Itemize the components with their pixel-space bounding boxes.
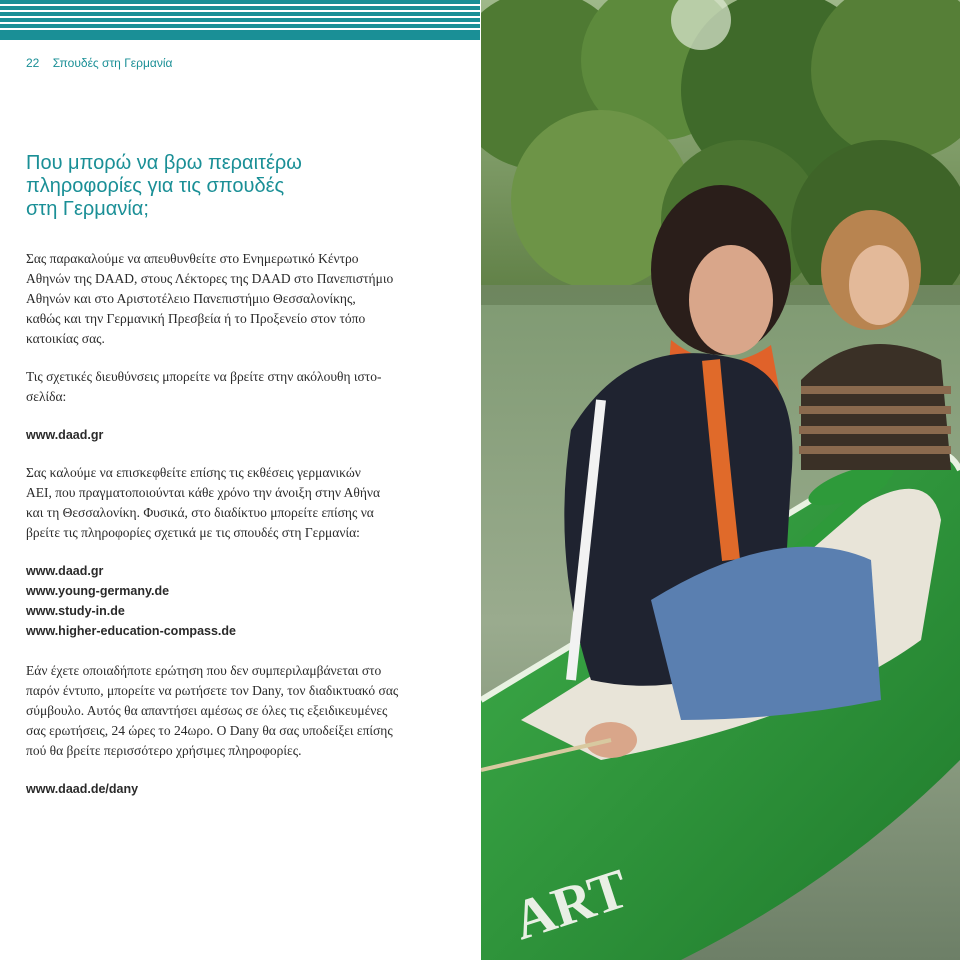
title-line: στη Γερμανία;	[26, 198, 149, 220]
text-line: σας ερωτήσεις, 24 ώρες το 24ωρο. O Dany θα σας υποδείξει επίσης	[26, 723, 393, 738]
text-line: Τις σχετικές διευθύνσεις μπορείτε να βρείτε στην ακόλουθη ιστο-	[26, 369, 382, 384]
text-line: σύμβουλο. Αυτός θα απαντήσει αμέσως σε όλες τις εξειδικευμένες	[26, 703, 388, 718]
text-line: σελίδα:	[26, 389, 67, 404]
link-item[interactable]: www.daad.gr	[26, 564, 104, 578]
link-daad[interactable]: www.daad.gr	[26, 428, 104, 442]
canoe-lettering: ART	[505, 857, 636, 953]
title-line: πληροφορίες για τις σπουδές	[26, 175, 285, 197]
running-header	[26, 56, 172, 70]
canoe-photo-illustration	[481, 0, 960, 960]
header-stripes	[0, 0, 480, 40]
link-item[interactable]: www.study-in.de	[26, 604, 125, 618]
page-number: 22	[26, 56, 40, 70]
text-line: παρόν έντυπο, μπορείτε να ρωτήσετε τον Dany, τον διαδικτυακό σας	[26, 683, 399, 698]
link-item[interactable]: www.young-germany.de	[26, 584, 170, 598]
running-title: Σπουδές στη Γερμανία	[52, 56, 173, 70]
text-line: Σας παρακαλούμε να απευθυνθείτε στο Ενημερωτικό Κέντρο	[26, 251, 359, 266]
text-line: Αθηνών και στο Αριστοτέλειο Πανεπιστήμιο Θεσσαλονίκης,	[26, 291, 356, 306]
text-line: Εάν έχετε οποιαδήποτε ερώτηση που δεν συμπεριλαμβάνεται στο	[26, 663, 382, 678]
paragraph-addresses	[26, 367, 426, 407]
text-line: ΑΕΙ, που πραγματοποιούνται κάθε χρόνο την άνοιξη στην Αθήνα	[26, 485, 381, 500]
page-title	[26, 152, 426, 221]
paragraph-contacts	[26, 249, 426, 349]
text-line: Αθηνών της DAAD, στους Λέκτορες της DAAD στο Πανεπιστήμιο	[26, 271, 394, 286]
text-line: βρείτε τις πληροφορίες σχετικά με τις σπουδές στη Γερμανία:	[26, 525, 360, 540]
paragraph-dany	[26, 661, 426, 761]
text-line: κατοικίας σας.	[26, 331, 105, 346]
link-dany[interactable]: www.daad.de/dany	[26, 782, 139, 796]
text-line: καθώς και την Γερμανική Πρεσβεία ή το Προξενείο στον τόπο	[26, 311, 366, 326]
article-body	[26, 152, 426, 799]
paragraph-fairs	[26, 463, 426, 543]
link-list	[26, 561, 426, 641]
text-line: Σας καλούμε να επισκεφθείτε επίσης τις εκθέσεις γερμανικών	[26, 465, 361, 480]
link-item[interactable]: www.higher-education-compass.de	[26, 624, 236, 638]
canoe-photo	[481, 0, 960, 960]
text-line: πού θα βρείτε περισσότερο χρήσιμες πληροφορίες.	[26, 743, 302, 758]
text-line: και τη Θεσσαλονίκη. Φυσικά, στο διαδίκτυο μπορείτε επίσης να	[26, 505, 374, 520]
title-line: Που μπορώ να βρω περαιτέρω	[26, 152, 302, 174]
